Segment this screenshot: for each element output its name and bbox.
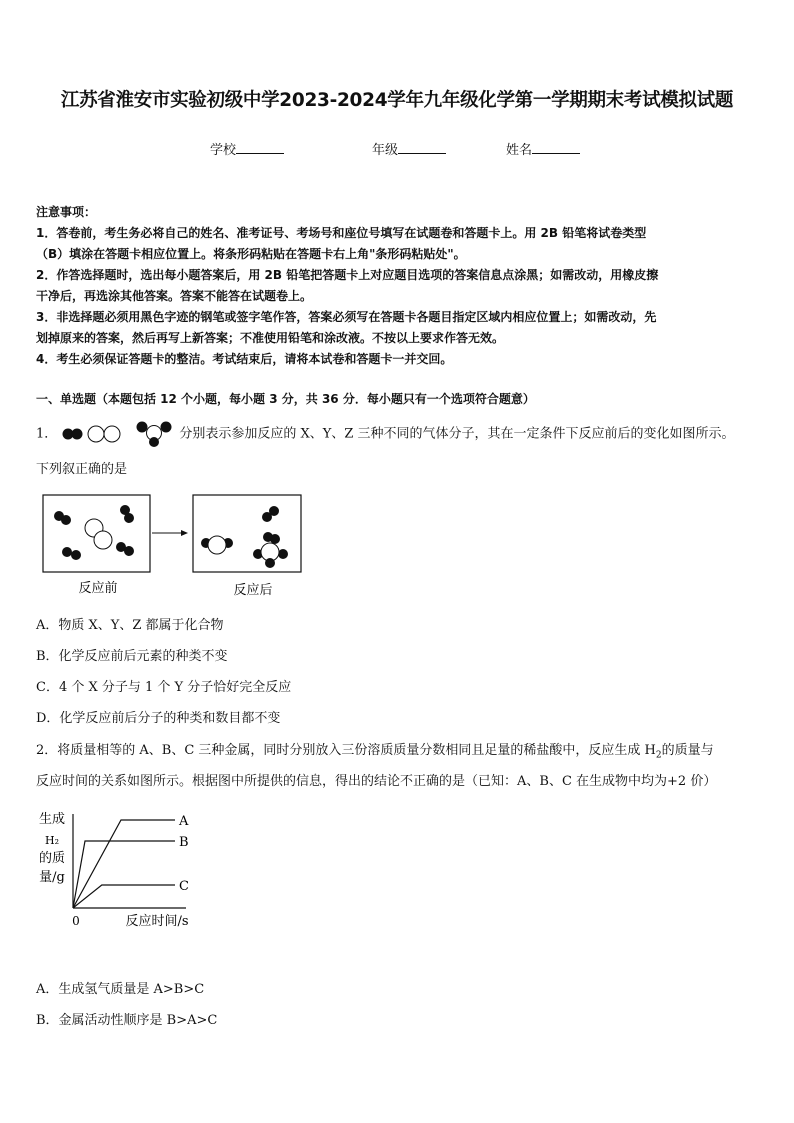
notice-line: 1．答卷前，考生务必将自己的姓名、准考证号、考场号和座位号填写在试题卷和答题卡上。用 2B 铅笔将试卷类型 <box>36 226 647 240</box>
school-blank[interactable] <box>236 141 284 154</box>
q1-option-a[interactable]: A．物质 X、Y、Z 都属于化合物 <box>36 618 224 633</box>
notice-line: 2．作答选择题时，选出每小题答案后，用 2B 铅笔把答题卡上对应题目选项的答案信息点涂黑；如需改动，用橡皮擦 <box>36 268 659 282</box>
reaction-diagram <box>40 492 310 602</box>
q2-option-a[interactable]: A．生成氢气质量是 A>B>C <box>36 982 205 997</box>
q1-option-d[interactable]: D．化学反应前后分子的种类和数目都不变 <box>36 711 281 726</box>
series-line-a <box>73 820 175 908</box>
notice-line: （B）填涂在答题卡相应位置上。将条形码粘贴在答题卡右上角"条形码粘贴处"。 <box>36 247 466 261</box>
question-1-line2: 下列叙正确的是 <box>36 462 128 477</box>
series-label-b: B <box>179 835 189 850</box>
ylabel-line: H₂ <box>44 834 60 847</box>
notice-line: 干净后，再选涂其他答案。答案不能答在试题卷上。 <box>36 289 313 303</box>
series-line-b <box>73 841 175 908</box>
notice-line: 4．考生必须保证答题卡的整洁。考试结束后，请将本试卷和答题卡一并交回。 <box>36 352 453 366</box>
arrow-head <box>181 530 188 536</box>
section-heading: 一、单选题（本题包括 12 个小题，每小题 3 分，共 36 分．每小题只有一个选项符合题意） <box>36 392 535 406</box>
question-2-text-a: 2．将质量相等的 A、B、C 三种金属，同时分别放入三份溶质质量分数相同且足量的稀盐酸中，反应生成 H <box>36 743 656 758</box>
grade-label: 年级 <box>372 143 399 158</box>
name-label: 姓名 <box>506 143 533 158</box>
grade-field <box>372 139 446 158</box>
series-label-a: A <box>179 814 189 829</box>
question-1-text: 分别表示参加反应的 X、Y、Z 三种不同的气体分子，其在一定条件下反应前后的变化如图所示。 <box>179 426 735 442</box>
origin-label: 0 <box>72 914 80 928</box>
ylabel-line: 的质 <box>38 851 66 866</box>
after-molecules <box>201 506 288 568</box>
label-before: 反应前 <box>78 581 118 596</box>
xlabel: 反应时间/s <box>125 914 189 929</box>
ylabel-line: 生成 <box>38 812 66 827</box>
question-2-line2: 反应时间的关系如图所示。根据图中所提供的信息，得出的结论不正确的是（已知：A、B、C 在生成物中均为+2 价） <box>36 774 717 789</box>
question-1 <box>36 421 735 447</box>
series-line-c <box>73 885 175 908</box>
school-label: 学校 <box>210 143 237 158</box>
notice-line: 划掉原来的答案，然后再写上新答案；不准使用铅笔和涂改液。不按以上要求作答无效。 <box>36 331 505 345</box>
label-after: 反应后 <box>233 583 273 598</box>
notice-heading: 注意事项： <box>36 205 97 219</box>
grade-blank[interactable] <box>398 141 446 154</box>
ylabel-line: 量/g <box>39 870 65 885</box>
q1-option-b[interactable]: B．化学反应前后元素的种类不变 <box>36 649 228 664</box>
before-molecules <box>54 505 134 560</box>
q2-option-b[interactable]: B．金属活动性顺序是 B>A>C <box>36 1013 218 1028</box>
after-box <box>193 495 301 572</box>
question-2-subscript: 2 <box>655 750 662 761</box>
series-label-c: C <box>179 879 189 894</box>
name-blank[interactable] <box>532 141 580 154</box>
q1-option-c[interactable]: C．4 个 X 分子与 1 个 Y 分子恰好完全反应 <box>36 680 292 695</box>
question-2-line1 <box>36 739 714 761</box>
notice-line: 3．非选择题必须用黑色字迹的钢笔或签字笔作答，答案必须写在答题卡各题目指定区域内相应位置上；如需改动，先 <box>36 310 657 324</box>
question-1-number: 1． <box>36 426 58 442</box>
h2-mass-chart <box>34 806 214 936</box>
page-title: 江苏省淮安市实验初级中学2023-2024学年九年级化学第一学期期末考试模拟试题 <box>60 90 734 111</box>
question-2-text-b: 的质量与 <box>661 743 714 758</box>
school-field <box>210 139 284 158</box>
molecule-legend-icon <box>62 421 178 447</box>
name-field <box>506 139 580 158</box>
